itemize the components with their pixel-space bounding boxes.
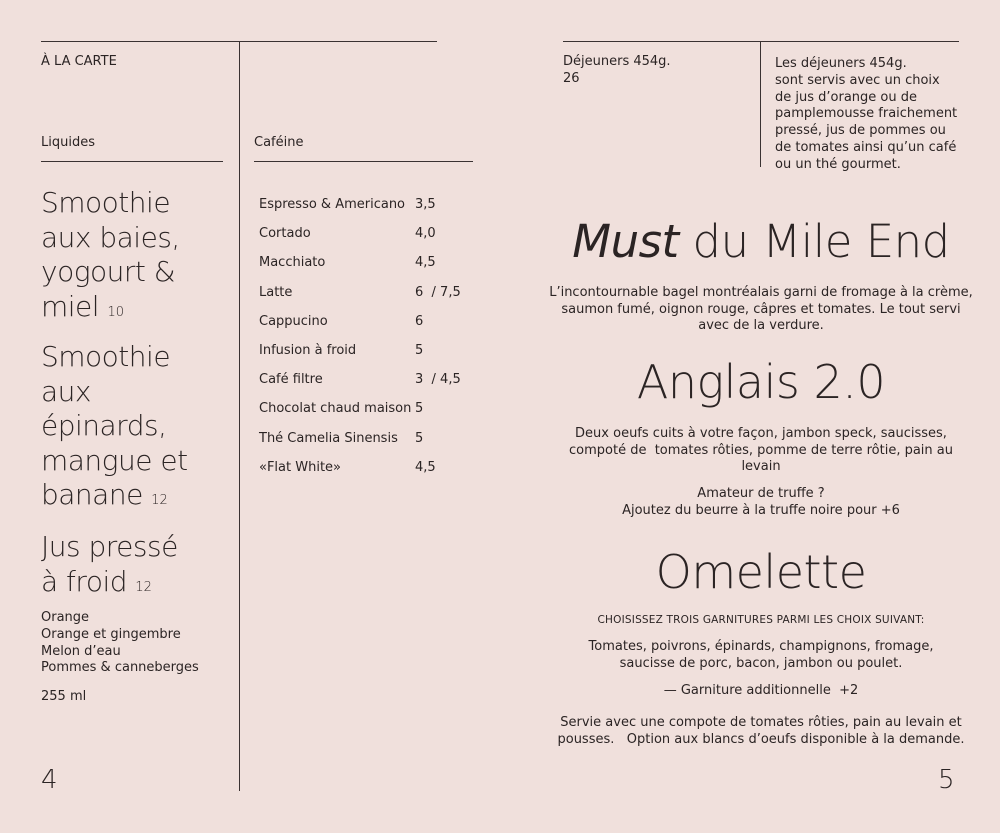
smoothie-epinards-price: 12 [151, 493, 168, 508]
anglais-title: Anglais 2.0 [636, 355, 886, 409]
omelette-title: Omelette [655, 545, 867, 599]
cafe-item: Café filtre 3 / 4,5 [259, 372, 461, 388]
must-title: Must du Mile End [572, 215, 950, 268]
cafe-item: Cortado 4,0 [259, 226, 436, 242]
liquides-rule [41, 161, 223, 162]
anglais-description: Deux oeufs cuits à votre façon, jambon speck, saucisses, compoté de tomates rôties, pomme de terre rôtie, pain au levain [569, 426, 953, 474]
dejeuners-label: Déjeuners 454g. 26 [563, 54, 671, 86]
smoothie-baies-price: 10 [107, 304, 125, 320]
cafe-item-price: 4,0 [415, 226, 436, 242]
omelette-extra: — Garniture additionnelle +2 [663, 683, 859, 698]
cafe-item-price: 6 [415, 313, 424, 329]
cafe-item: Infusion à froid 5 [259, 342, 424, 358]
page-number-right: 5 [938, 765, 955, 795]
cafe-item: Espresso & Americano 3,5 [259, 197, 436, 212]
jus-volume: 255 ml [41, 689, 87, 704]
smoothie-epinards: Smoothie aux épinards, mangue et banane 12 [41, 340, 188, 511]
column-divider-right [760, 41, 761, 167]
cafe-item-price: 3,5 [415, 197, 436, 212]
page-number-left: 4 [41, 765, 58, 795]
cafe-item: Chocolat chaud maison 5 [259, 401, 424, 417]
cafe-item: Thé Camelia Sinensis 5 [259, 430, 424, 446]
jus-option: Orange et gingembre [41, 626, 181, 642]
jus-option: Melon d’eau [41, 643, 121, 659]
cafe-list [259, 196, 479, 488]
jus-presse-price: 12 [135, 579, 152, 595]
column-divider-left [239, 41, 240, 791]
smoothie-baies: Smoothie aux baies, yogourt & miel 10 [41, 186, 180, 323]
cafe-item-price: 4,5 [415, 255, 436, 271]
cafe-item: Latte 6 / 7,5 [259, 284, 461, 300]
omelette-garnitures: Tomates, poivrons, épinards, champignons, fromage, saucisse de porc, bacon, jambon ou poulet. [588, 639, 934, 671]
cafe-item-price: 6 / 7,5 [415, 284, 461, 300]
dejeuners-price: 26 [563, 71, 580, 86]
truffe-note: Amateur de truffe ? Ajoutez du beurre à la truffe noire pour +6 [622, 486, 900, 518]
cafe-item: «Flat White» 4,5 [259, 459, 436, 475]
cafe-item-price: 5 [415, 430, 424, 446]
jus-presse: Jus pressé à froid 12 [41, 530, 178, 598]
cafe-item-price: 5 [415, 342, 424, 358]
cafe-item-price: 3 / 4,5 [415, 372, 461, 388]
omelette-serve: Servie avec une compote de tomates rôties, pain au levain et pousses. Option aux blancs d’oeufs disponible à la demande. [557, 715, 965, 747]
cafe-item: Cappucino 6 [259, 313, 424, 329]
liquides-header: Liquides [41, 135, 95, 150]
cafeine-header: Caféine [254, 135, 304, 150]
top-rule-right [563, 41, 959, 42]
jus-option: Pommes & canneberges [41, 660, 199, 676]
section-label: À LA CARTE [41, 54, 117, 69]
dejeuners-note: Les déjeuners 454g. sont servis avec un choix de jus d’orange ou de pamplemousse fraichement pressé, jus de pommes ou de tomates ainsi qu’un café ou un thé gourmet. [775, 56, 958, 172]
must-description: L’incontournable bagel montréalais garni de fromage à la crème, saumon fumé, oignon rouge, câpres et tomates. Le tout servi avec de la verdure. [549, 285, 973, 333]
cafe-item-price: 4,5 [415, 459, 436, 475]
omelette-choose: CHOISISSEZ TROIS GARNITURES PARMI LES CHOIX SUIVANT: [597, 614, 925, 626]
cafe-item-price: 5 [415, 401, 424, 417]
cafeine-rule [254, 161, 473, 162]
jus-options [41, 610, 199, 677]
cafe-item: Macchiato 4,5 [259, 255, 436, 271]
jus-option: Orange [41, 610, 90, 625]
